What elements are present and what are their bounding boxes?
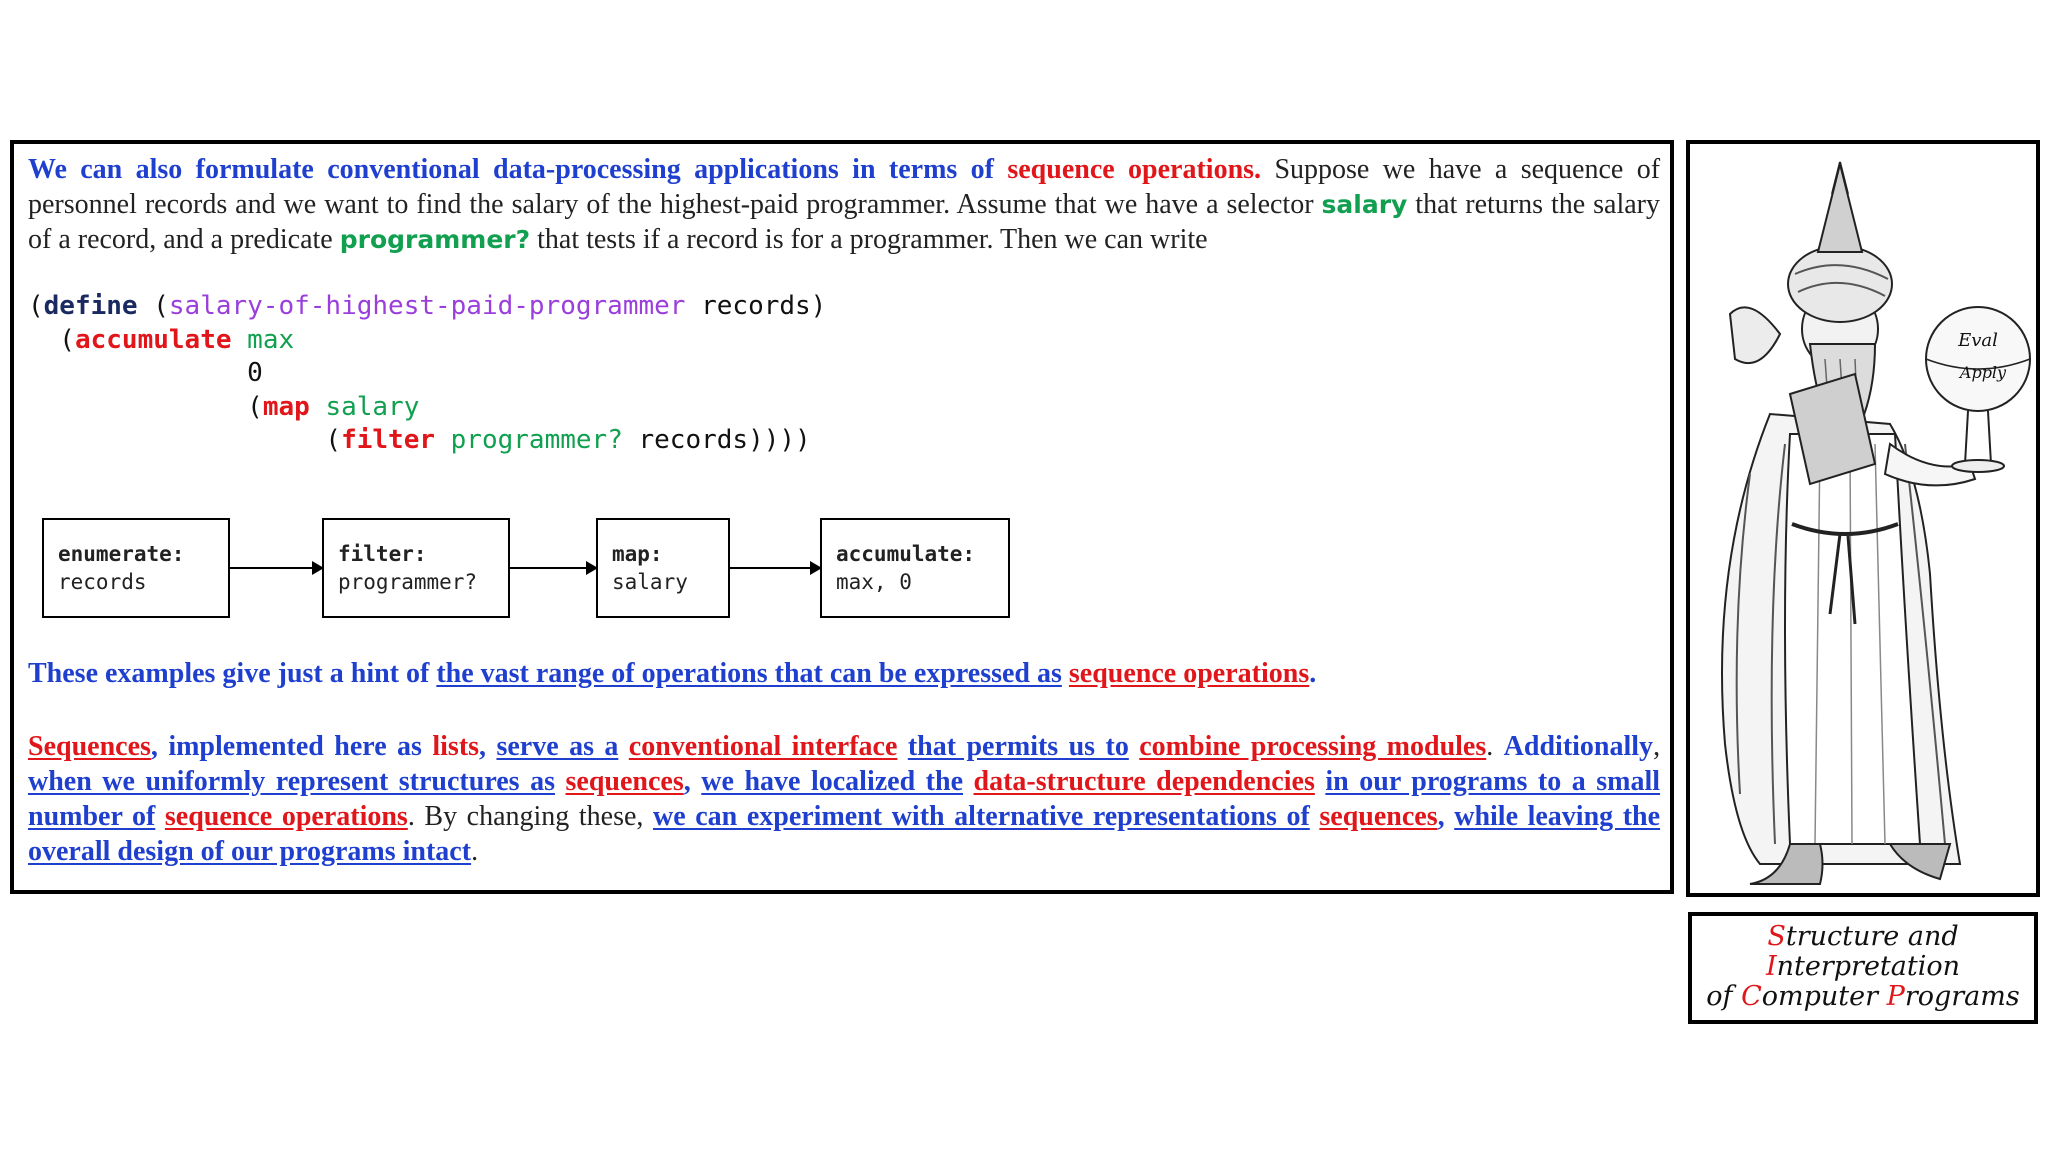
code-paren: ( (137, 291, 169, 321)
flow-box-body: salary (612, 570, 688, 594)
flow-box-map (596, 518, 730, 618)
summary-underlined: when we uniformly represent structures as (28, 766, 555, 797)
title-capital: S (1767, 921, 1786, 952)
code-space (310, 392, 326, 422)
book-title-line-3 (1692, 982, 2034, 1012)
code-params: records) (685, 291, 827, 321)
hint-paragraph (28, 656, 1660, 691)
summary-paragraph (28, 729, 1660, 869)
term-sequence-operations: sequence operations (164, 801, 408, 832)
summary-underlined: we can experiment with alternative representations of (653, 801, 1310, 832)
summary-underlined: in our programs to a small number of (28, 766, 1661, 832)
book-title-line-1 (1692, 922, 2034, 952)
hint-period: . (1309, 658, 1317, 689)
code-paren: ( (28, 391, 263, 422)
code-paren: ( (28, 425, 342, 455)
code-paren: ( (28, 291, 44, 321)
flow-arrow (510, 567, 596, 569)
term-sequences: Sequences (28, 731, 151, 762)
term-sequences: sequences (565, 766, 684, 797)
summary-text: , (479, 731, 487, 762)
intro-paragraph (28, 152, 1660, 257)
title-capital: C (1741, 981, 1762, 1012)
term-conventional-interface: conventional interface (628, 731, 898, 762)
code-programmer: programmer? (450, 425, 623, 455)
code-max: max (247, 324, 295, 355)
intro-text-3: that tests if a record is for a programmer. Then we can write (537, 224, 1208, 255)
title-text: tructure and (1785, 921, 1959, 952)
title-text: nterpretation (1776, 951, 1961, 982)
summary-underlined: that permits us to (907, 731, 1129, 762)
summary-text: , (1653, 731, 1661, 762)
code-space (232, 325, 248, 355)
flow-box-title: enumerate: (58, 542, 185, 566)
wizard-drawing (1690, 144, 2036, 893)
title-capital: P (1886, 981, 1905, 1012)
term-lists: lists (432, 731, 480, 762)
code-filter: filter (341, 425, 435, 455)
title-capital: I (1765, 951, 1777, 982)
title-text: rograms (1904, 981, 2020, 1012)
code-records: records)))) (622, 425, 811, 455)
wizard-illustration (1686, 140, 2040, 897)
flow-box-body: programmer? (338, 570, 478, 594)
title-text: omputer (1761, 981, 1887, 1012)
hint-link-sequence-operations: sequence operations (1068, 658, 1310, 689)
code-function-name: salary-of-highest-paid-programmer (168, 291, 686, 321)
programmer-term: programmer? (339, 225, 531, 254)
flow-arrow (730, 567, 820, 569)
summary-text: . (471, 836, 479, 867)
summary-text: , implemented here as (150, 731, 422, 762)
book-title-line-2 (1692, 952, 2034, 982)
flow-box-filter (322, 518, 510, 618)
salary-term: salary (1321, 190, 1408, 219)
term-combine-processing-modules: combine processing modules (1139, 731, 1487, 762)
code-map: map (262, 391, 310, 422)
summary-underlined: serve as a (496, 731, 619, 762)
code-space (435, 425, 451, 455)
flow-box-title: filter: (338, 542, 427, 566)
code-zero: 0 (28, 358, 263, 388)
hint-lead: These examples give just a hint of (28, 658, 430, 689)
flow-box-accumulate (820, 518, 1010, 618)
summary-text: . By changing these, (407, 801, 644, 832)
term-data-structure-dependencies: data-structure dependencies (973, 766, 1315, 797)
orb-apply-label: Apply (1959, 363, 2007, 382)
flow-box-title: map: (612, 542, 663, 566)
title-text: of (1706, 981, 1742, 1012)
sequence-operations-term: sequence operations. (1007, 154, 1262, 185)
intro-text-1: Suppose we have a sequence of personnel records and we want to find the salary of the highest-paid programmer. Assume that we have a selector (28, 154, 1661, 220)
flow-arrow (230, 567, 322, 569)
code-define-keyword: define (43, 291, 138, 321)
term-sequences: sequences (1319, 801, 1438, 832)
code-block (28, 290, 826, 458)
code-paren: ( (28, 324, 75, 355)
summary-text: Additionally (1503, 731, 1654, 762)
summary-text: , (1437, 801, 1445, 832)
flow-box-enumerate (42, 518, 230, 618)
orb-eval-label: Eval (1958, 330, 1998, 351)
intro-lead: We can also formulate conventional data-processing applications in terms of (28, 154, 994, 185)
flow-box-title: accumulate: (836, 542, 976, 566)
code-accumulate: accumulate (74, 324, 232, 355)
summary-underlined: we have localized the (701, 766, 963, 797)
summary-text: . (1486, 731, 1494, 762)
intro-text-2: that returns the salary of a record, and a predicate (28, 189, 1660, 255)
book-title-box (1688, 912, 2038, 1024)
summary-underlined: while leaving the overall design of our programs intact (28, 801, 1661, 867)
hint-link-range: the vast range of operations that can be expressed as (436, 658, 1062, 689)
content-panel (10, 140, 1674, 894)
code-salary: salary (325, 391, 420, 422)
summary-text: , (683, 766, 691, 797)
flow-box-body: max, 0 (836, 570, 912, 594)
flow-box-body: records (58, 570, 147, 594)
